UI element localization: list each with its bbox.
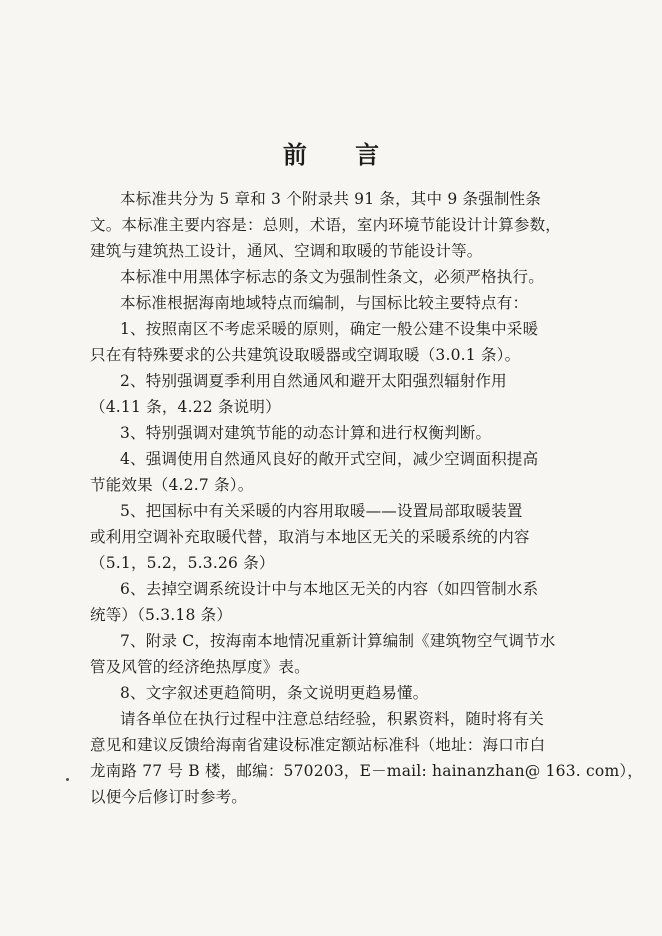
text-line: 只在有特殊要求的公共建筑设取暖器或空调取暖（3.0.1 条）。 (90, 346, 521, 364)
text-line: 7、附录 C，按海南本地情况重新计算编制《建筑物空气调节水 (120, 632, 556, 650)
text-line: 节能效果（4.2.7 条）。 (90, 476, 254, 494)
text-line: 文。本标准主要内容是：总则，术语，室内环境节能设计计算参数， (90, 216, 562, 234)
text-line: （4.11 条，4.22 条说明） (90, 398, 281, 416)
page-title: 前 言 (282, 140, 400, 169)
text-line: 意见和建议反馈给海南省建设标准定额站标准科（地址：海口市白 (90, 736, 546, 754)
text-line: 2、特别强调夏季利用自然通风和避开太阳强烈辐射作用 (120, 372, 507, 390)
text-line: 1、按照南区不考虑采暖的原则，确定一般公建不设集中采暖 (120, 320, 539, 338)
text-line: 本标准根据海南地域特点而编制，与国标比较主要特点有： (120, 294, 529, 312)
text-line: 4、强调使用自然通风良好的敞开式空间，减少空调面积提高 (120, 450, 539, 468)
text-line: 建筑与建筑热工设计，通风、空调和取暖的节能设计等。 (90, 242, 483, 260)
text-line: 6、去掉空调系统设计中与本地区无关的内容（如四管制水系 (120, 580, 539, 598)
text-line: 3、特别强调对建筑节能的动态计算和进行权衡判断。 (120, 424, 492, 442)
text-line: 本标准中用黑体字标志的条文为强制性条文，必须严格执行。 (120, 268, 544, 286)
text-line: 本标准共分为 5 章和 3 个附录共 91 条，其中 9 条强制性条 (120, 190, 542, 208)
text-line: 龙南路 77 号 B 楼，邮编：570203，E－mail: hainanzhan@ 163. com）， (90, 762, 643, 780)
scan-speck (66, 778, 69, 781)
body-text (90, 186, 643, 810)
text-line: 或利用空调补充取暖代替，取消与本地区无关的采暖系统的内容 (90, 528, 530, 546)
text-line: 管及风管的经济绝热厚度》表。 (90, 658, 310, 676)
text-line: 以便今后修订时参考。 (90, 788, 248, 806)
text-line: 5、把国标中有关采暖的内容用取暖——设置局部取暖装置 (120, 502, 523, 520)
text-line: 请各单位在执行过程中注意总结经验，积累资料，随时将有关 (120, 710, 544, 728)
text-line: （5.1，5.2，5.3.26 条） (90, 554, 275, 572)
text-line: 8、文字叙述更趋简明，条文说明更趋易懂。 (120, 684, 429, 702)
text-line: 统等）（5.3.18 条） (90, 606, 233, 624)
